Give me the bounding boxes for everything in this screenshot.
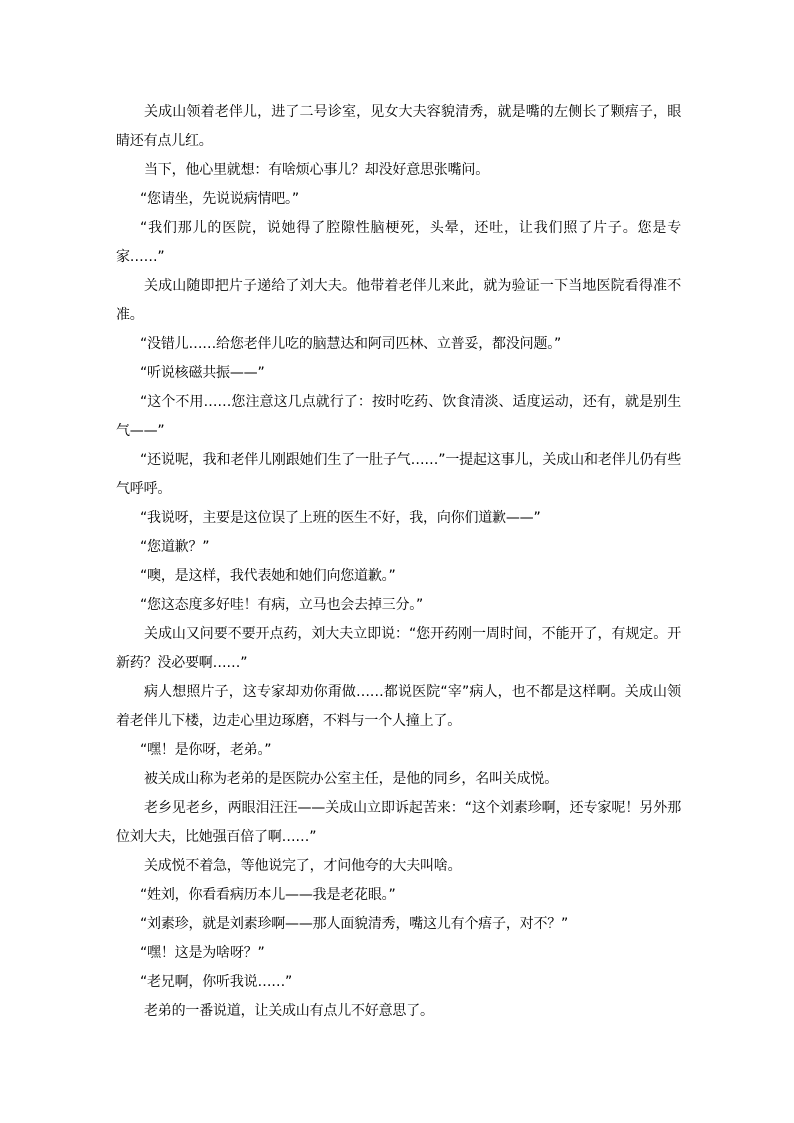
story-text — [116, 98, 681, 1026]
paragraph: “还说呢，我和老伴儿刚跟她们生了一肚子气……”一提起这事儿，关成山和老伴儿仍有些气呼呼。 — [116, 452, 681, 497]
paragraph: 关成山随即把片子递给了刘大夫。他带着老伴儿来此，就为验证一下当地医院看得准不准。 — [116, 278, 681, 323]
paragraph: “我说呀，主要是这位误了上班的医生不好，我，向你们道歉——” — [140, 510, 541, 526]
paragraph: “这个不用……您注意这几点就行了：按时吃药、饮食清淡、适度运动，还有，就是别生气——” — [116, 394, 681, 439]
paragraph: “您道歉？” — [140, 539, 210, 555]
paragraph: “您请坐，先说说病情吧。” — [140, 191, 299, 207]
paragraph: 关成山又问要不要开点药，刘大夫立即说：“您开药刚一周时间，不能开了，有规定。开新药？没必要啊……” — [116, 626, 681, 671]
paragraph: “噢，是这样，我代表她和她们向您道歉。” — [140, 568, 396, 584]
paragraph: “没错儿……给您老伴儿吃的脑慧达和阿司匹林、立普妥，都没问题。” — [140, 336, 562, 352]
paragraph: 老乡见老乡，两眼泪汪汪——关成山立即诉起苦来：“这个刘素珍啊，还专家呢！另外那位刘大夫，比她强百倍了啊……” — [116, 800, 681, 845]
paragraph: 老弟的一番说道，让关成山有点儿不好意思了。 — [144, 1003, 434, 1019]
paragraph: “嘿！这是为啥呀？” — [140, 945, 265, 961]
paragraph: 关成悦不着急，等他说完了，才问他夸的大夫叫啥。 — [144, 858, 462, 874]
paragraph: “我们那儿的医院，说她得了腔隙性脑梗死，头晕，还吐，让我们照了片子。您是专家……” — [116, 220, 681, 265]
paragraph: 关成山领着老伴儿，进了二号诊室，见女大夫容貌清秀，就是嘴的左侧长了颗痦子，眼睛还有点儿红。 — [116, 104, 681, 149]
paragraph: “您这态度多好哇！有病，立马也会去掉三分。” — [140, 597, 424, 613]
paragraph: 病人想照片子，这专家却劝你甭做……都说医院“宰”病人，也不都是这样啊。关成山领着老伴儿下楼，边走心里边琢磨，不料与一个人撞上了。 — [116, 684, 681, 729]
paragraph: “刘素珍，就是刘素珍啊——那人面貌清秀，嘴这儿有个痦子，对不？” — [140, 916, 569, 932]
paragraph: “听说核磁共振——” — [140, 365, 265, 381]
paragraph: 被关成山称为老弟的是医院办公室主任，是他的同乡，名叫关成悦。 — [144, 771, 558, 787]
paragraph: 当下，他心里就想：有啥烦心事儿？却没好意思张嘴问。 — [144, 162, 489, 178]
paragraph: “老兄啊，你听我说……” — [140, 974, 293, 990]
paragraph: “嘿！是你呀，老弟。” — [140, 742, 272, 758]
paragraph: “姓刘，你看看病历本儿——我是老花眼。” — [140, 887, 396, 903]
